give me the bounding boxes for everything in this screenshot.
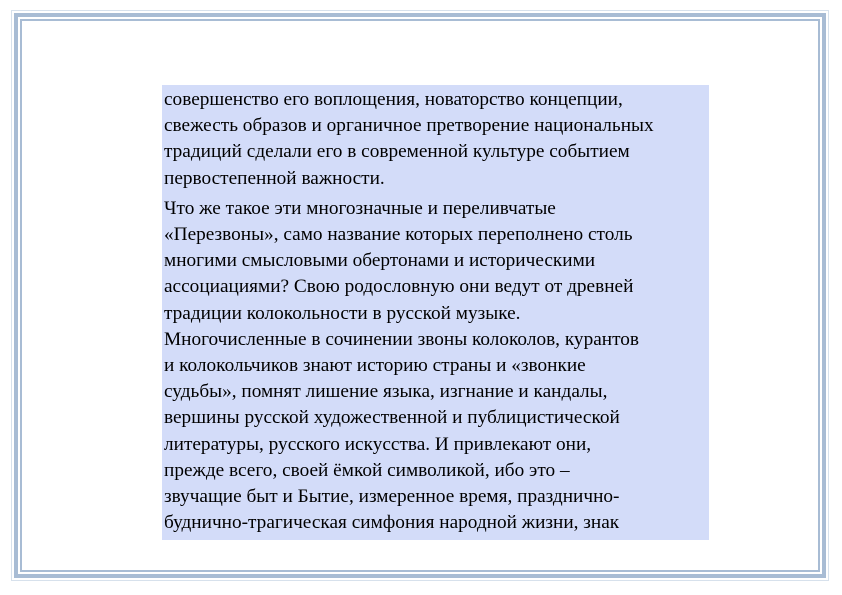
- text-line: судьбы», помнят лишение языка, изгнание и кандалы,: [164, 381, 608, 403]
- paragraph-1: [164, 87, 707, 192]
- text-line: ассоциациями? Свою родословную они ведут от древней: [164, 276, 634, 298]
- text-line: свежесть образов и органичное претворение национальных: [164, 115, 654, 137]
- text-line: традиций сделали его в современной культуре событием: [164, 141, 630, 163]
- text-box: [162, 85, 709, 540]
- text-line: вершины русской художественной и публицистической: [164, 407, 620, 429]
- text-line: «Перезвоны», само название которых переполнено столь: [164, 224, 633, 246]
- text-line: прежде всего, своей ёмкой символикой, ибо это –: [164, 459, 570, 481]
- text-line: Что же такое эти многозначные и переливчатые: [164, 197, 556, 219]
- paragraph-2: [164, 196, 707, 537]
- text-line: буднично-трагическая симфония народной жизни, знак: [164, 512, 620, 534]
- text-line: и колокольчиков знают историю страны и «звонкие: [164, 355, 586, 377]
- text-line: совершенство его воплощения, новаторство концепции,: [164, 89, 623, 110]
- text-line: многими смысловыми обертонами и историческими: [164, 250, 596, 272]
- text-line: звучащие быт и Бытие, измеренное время, празднично-: [164, 486, 620, 508]
- text-line: литературы, русского искусства. И привлекают они,: [164, 433, 592, 455]
- text-line: традиции колокольности в русской музыке.: [164, 302, 521, 324]
- text-line: Многочисленные в сочинении звоны колоколов, курантов: [164, 328, 639, 350]
- text-line: первостепенной важности.: [164, 167, 385, 189]
